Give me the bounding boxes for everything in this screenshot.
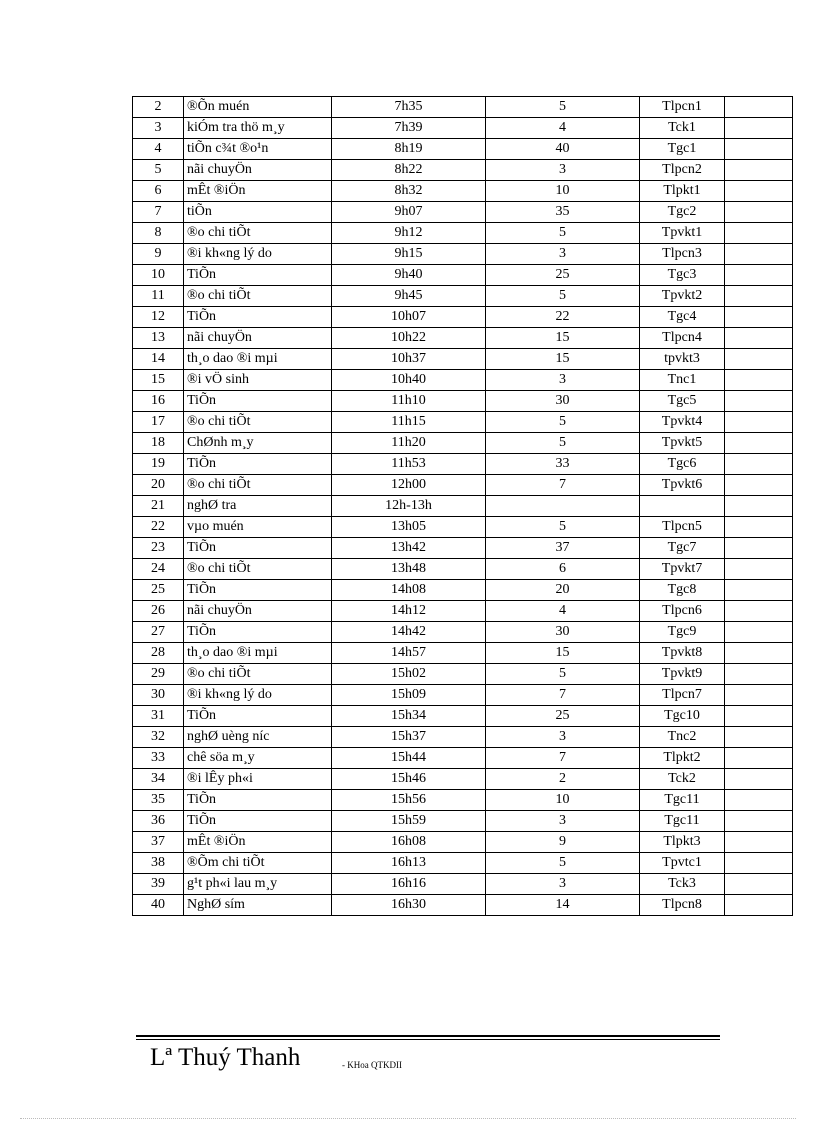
code-cell: Tgc6: [640, 454, 725, 475]
table-row: [133, 559, 793, 580]
activity-cell: ®o chi tiÕt: [184, 559, 332, 580]
table-row: [133, 790, 793, 811]
activity-cell: TiÕn: [184, 265, 332, 286]
code-cell: Tlpcn8: [640, 895, 725, 916]
code-cell: Tlpcn4: [640, 328, 725, 349]
row-number: 26: [133, 601, 184, 622]
code-cell: Tgc11: [640, 811, 725, 832]
time-cell: 15h59: [332, 811, 486, 832]
duration-cell: [486, 496, 640, 517]
activity-cell: mÊt ®iÖn: [184, 181, 332, 202]
note-cell: [725, 790, 793, 811]
table-row: [133, 685, 793, 706]
code-cell: Tgc9: [640, 622, 725, 643]
note-cell: [725, 874, 793, 895]
table-row: [133, 286, 793, 307]
time-cell: 11h15: [332, 412, 486, 433]
time-cell: 15h37: [332, 727, 486, 748]
duration-cell: 33: [486, 454, 640, 475]
note-cell: [725, 475, 793, 496]
duration-cell: 2: [486, 769, 640, 790]
activity-cell: ®i lÊy ph«i: [184, 769, 332, 790]
table-row: [133, 349, 793, 370]
time-cell: 10h40: [332, 370, 486, 391]
time-cell: 11h10: [332, 391, 486, 412]
table-row: [133, 412, 793, 433]
table-row: [133, 370, 793, 391]
row-number: 16: [133, 391, 184, 412]
duration-cell: 14: [486, 895, 640, 916]
duration-cell: 15: [486, 328, 640, 349]
activity-cell: TiÕn: [184, 706, 332, 727]
code-cell: Tlpcn5: [640, 517, 725, 538]
table-row: [133, 328, 793, 349]
code-cell: [640, 496, 725, 517]
table-row: [133, 118, 793, 139]
duration-cell: 5: [486, 412, 640, 433]
table-row: [133, 706, 793, 727]
time-cell: 9h12: [332, 223, 486, 244]
duration-cell: 5: [486, 664, 640, 685]
table-row: [133, 832, 793, 853]
code-cell: Tck3: [640, 874, 725, 895]
time-cell: 15h56: [332, 790, 486, 811]
time-cell: 10h22: [332, 328, 486, 349]
note-cell: [725, 307, 793, 328]
note-cell: [725, 643, 793, 664]
code-cell: Tpvkt5: [640, 433, 725, 454]
note-cell: [725, 811, 793, 832]
footer-author: Lª Thuý Thanh: [150, 1044, 301, 1071]
code-cell: Tpvkt8: [640, 643, 725, 664]
activity-cell: nãi chuyÖn: [184, 160, 332, 181]
table-row: [133, 202, 793, 223]
row-number: 36: [133, 811, 184, 832]
time-cell: 16h08: [332, 832, 486, 853]
note-cell: [725, 181, 793, 202]
activity-cell: ®o chi tiÕt: [184, 223, 332, 244]
note-cell: [725, 139, 793, 160]
row-number: 4: [133, 139, 184, 160]
row-number: 30: [133, 685, 184, 706]
activity-cell: kiÓm tra thö m¸y: [184, 118, 332, 139]
time-cell: 11h53: [332, 454, 486, 475]
time-cell: 16h16: [332, 874, 486, 895]
note-cell: [725, 160, 793, 181]
time-cell: 8h22: [332, 160, 486, 181]
activity-cell: TiÕn: [184, 790, 332, 811]
code-cell: Tpvkt7: [640, 559, 725, 580]
table-row: [133, 391, 793, 412]
duration-cell: 20: [486, 580, 640, 601]
table-row: [133, 181, 793, 202]
duration-cell: 3: [486, 811, 640, 832]
activity-cell: ®o chi tiÕt: [184, 664, 332, 685]
code-cell: Tck1: [640, 118, 725, 139]
activity-cell: nghØ tra: [184, 496, 332, 517]
duration-cell: 3: [486, 370, 640, 391]
time-cell: 13h48: [332, 559, 486, 580]
duration-cell: 7: [486, 748, 640, 769]
note-cell: [725, 685, 793, 706]
note-cell: [725, 286, 793, 307]
activity-cell: NghØ sím: [184, 895, 332, 916]
code-cell: Tpvkt1: [640, 223, 725, 244]
duration-cell: 3: [486, 160, 640, 181]
note-cell: [725, 706, 793, 727]
row-number: 23: [133, 538, 184, 559]
activity-cell: ChØnh m¸y: [184, 433, 332, 454]
note-cell: [725, 265, 793, 286]
activity-cell: nghØ uèng níc: [184, 727, 332, 748]
row-number: 31: [133, 706, 184, 727]
duration-cell: 5: [486, 223, 640, 244]
duration-cell: 30: [486, 391, 640, 412]
table-row: [133, 454, 793, 475]
activity-cell: ®Õm chi tiÕt: [184, 853, 332, 874]
duration-cell: 9: [486, 832, 640, 853]
time-cell: 8h19: [332, 139, 486, 160]
row-number: 13: [133, 328, 184, 349]
time-cell: 15h02: [332, 664, 486, 685]
footer-department: - KHoa QTKDII: [342, 1060, 402, 1070]
code-cell: Tgc8: [640, 580, 725, 601]
activity-cell: g¹t ph«i lau m¸y: [184, 874, 332, 895]
note-cell: [725, 433, 793, 454]
time-cell: 14h08: [332, 580, 486, 601]
row-number: 7: [133, 202, 184, 223]
code-cell: Tpvkt9: [640, 664, 725, 685]
table-row: [133, 223, 793, 244]
activity-cell: th¸o dao ®i mµi: [184, 349, 332, 370]
table-row: [133, 244, 793, 265]
row-number: 25: [133, 580, 184, 601]
time-cell: 14h42: [332, 622, 486, 643]
row-number: 2: [133, 97, 184, 118]
activity-cell: ®o chi tiÕt: [184, 475, 332, 496]
code-cell: Tlpkt3: [640, 832, 725, 853]
duration-cell: 37: [486, 538, 640, 559]
time-cell: 16h13: [332, 853, 486, 874]
row-number: 22: [133, 517, 184, 538]
time-cell: 15h09: [332, 685, 486, 706]
time-cell: 9h07: [332, 202, 486, 223]
table-row: [133, 874, 793, 895]
time-cell: 15h46: [332, 769, 486, 790]
row-number: 33: [133, 748, 184, 769]
table-row: [133, 664, 793, 685]
code-cell: Tlpkt2: [640, 748, 725, 769]
table-row: [133, 97, 793, 118]
code-cell: Tlpkt1: [640, 181, 725, 202]
row-number: 19: [133, 454, 184, 475]
row-number: 18: [133, 433, 184, 454]
code-cell: Tgc4: [640, 307, 725, 328]
time-cell: 7h35: [332, 97, 486, 118]
activity-cell: ®o chi tiÕt: [184, 286, 332, 307]
table-row: [133, 853, 793, 874]
page-bottom-edge: [20, 1118, 796, 1119]
row-number: 17: [133, 412, 184, 433]
activity-cell: vµo muén: [184, 517, 332, 538]
table-row: [133, 580, 793, 601]
note-cell: [725, 895, 793, 916]
activity-cell: TiÕn: [184, 538, 332, 559]
code-cell: Tgc11: [640, 790, 725, 811]
note-cell: [725, 454, 793, 475]
table-row: [133, 727, 793, 748]
note-cell: [725, 580, 793, 601]
time-cell: 15h34: [332, 706, 486, 727]
code-cell: Tgc7: [640, 538, 725, 559]
duration-cell: 30: [486, 622, 640, 643]
code-cell: Tlpcn6: [640, 601, 725, 622]
code-cell: Tgc3: [640, 265, 725, 286]
note-cell: [725, 496, 793, 517]
duration-cell: 25: [486, 265, 640, 286]
row-number: 29: [133, 664, 184, 685]
code-cell: tpvkt3: [640, 349, 725, 370]
duration-cell: 6: [486, 559, 640, 580]
note-cell: [725, 748, 793, 769]
row-number: 39: [133, 874, 184, 895]
note-cell: [725, 370, 793, 391]
code-cell: Tnc2: [640, 727, 725, 748]
note-cell: [725, 412, 793, 433]
time-cell: 15h44: [332, 748, 486, 769]
row-number: 10: [133, 265, 184, 286]
row-number: 38: [133, 853, 184, 874]
time-cell: 14h57: [332, 643, 486, 664]
row-number: 40: [133, 895, 184, 916]
activity-cell: TiÕn: [184, 391, 332, 412]
code-cell: Tck2: [640, 769, 725, 790]
time-cell: 8h32: [332, 181, 486, 202]
duration-cell: 25: [486, 706, 640, 727]
work-log-body: [133, 97, 793, 916]
time-cell: 12h-13h: [332, 496, 486, 517]
table-row: [133, 622, 793, 643]
code-cell: Tlpcn2: [640, 160, 725, 181]
activity-cell: nãi chuyÖn: [184, 328, 332, 349]
activity-cell: mÊt ®iÖn: [184, 832, 332, 853]
note-cell: [725, 622, 793, 643]
duration-cell: 7: [486, 475, 640, 496]
duration-cell: 10: [486, 181, 640, 202]
table-row: [133, 769, 793, 790]
activity-cell: TiÕn: [184, 307, 332, 328]
note-cell: [725, 517, 793, 538]
code-cell: Tpvkt4: [640, 412, 725, 433]
time-cell: 9h40: [332, 265, 486, 286]
table-row: [133, 496, 793, 517]
row-number: 12: [133, 307, 184, 328]
note-cell: [725, 559, 793, 580]
note-cell: [725, 391, 793, 412]
note-cell: [725, 853, 793, 874]
time-cell: 10h07: [332, 307, 486, 328]
activity-cell: tiÕn c¾t ®o¹n: [184, 139, 332, 160]
duration-cell: 7: [486, 685, 640, 706]
duration-cell: 40: [486, 139, 640, 160]
code-cell: Tnc1: [640, 370, 725, 391]
note-cell: [725, 328, 793, 349]
note-cell: [725, 349, 793, 370]
row-number: 37: [133, 832, 184, 853]
table-row: [133, 538, 793, 559]
table-row: [133, 895, 793, 916]
duration-cell: 3: [486, 874, 640, 895]
time-cell: 13h05: [332, 517, 486, 538]
duration-cell: 3: [486, 244, 640, 265]
note-cell: [725, 664, 793, 685]
note-cell: [725, 538, 793, 559]
note-cell: [725, 97, 793, 118]
activity-cell: tiÕn: [184, 202, 332, 223]
time-cell: 10h37: [332, 349, 486, 370]
note-cell: [725, 244, 793, 265]
time-cell: 9h45: [332, 286, 486, 307]
work-log-table: [132, 96, 793, 916]
row-number: 28: [133, 643, 184, 664]
table-row: [133, 643, 793, 664]
table-row: [133, 601, 793, 622]
row-number: 35: [133, 790, 184, 811]
code-cell: Tgc10: [640, 706, 725, 727]
activity-cell: TiÕn: [184, 811, 332, 832]
activity-cell: ®Õn muén: [184, 97, 332, 118]
duration-cell: 22: [486, 307, 640, 328]
duration-cell: 15: [486, 349, 640, 370]
row-number: 24: [133, 559, 184, 580]
activity-cell: ®i kh«ng lý do: [184, 244, 332, 265]
time-cell: 9h15: [332, 244, 486, 265]
code-cell: Tlpcn7: [640, 685, 725, 706]
row-number: 21: [133, 496, 184, 517]
table-row: [133, 475, 793, 496]
table-row: [133, 433, 793, 454]
duration-cell: 4: [486, 118, 640, 139]
row-number: 27: [133, 622, 184, 643]
duration-cell: 5: [486, 853, 640, 874]
table-row: [133, 160, 793, 181]
table-row: [133, 307, 793, 328]
duration-cell: 15: [486, 643, 640, 664]
time-cell: 12h00: [332, 475, 486, 496]
row-number: 5: [133, 160, 184, 181]
time-cell: 13h42: [332, 538, 486, 559]
code-cell: Tgc2: [640, 202, 725, 223]
footer-rule: [136, 1035, 720, 1040]
code-cell: Tlpcn1: [640, 97, 725, 118]
row-number: 9: [133, 244, 184, 265]
row-number: 32: [133, 727, 184, 748]
code-cell: Tpvkt2: [640, 286, 725, 307]
note-cell: [725, 832, 793, 853]
duration-cell: 5: [486, 286, 640, 307]
activity-cell: ®i kh«ng lý do: [184, 685, 332, 706]
duration-cell: 3: [486, 727, 640, 748]
note-cell: [725, 118, 793, 139]
row-number: 14: [133, 349, 184, 370]
duration-cell: 5: [486, 97, 640, 118]
duration-cell: 5: [486, 433, 640, 454]
note-cell: [725, 769, 793, 790]
row-number: 20: [133, 475, 184, 496]
code-cell: Tpvtc1: [640, 853, 725, 874]
duration-cell: 35: [486, 202, 640, 223]
note-cell: [725, 202, 793, 223]
time-cell: 16h30: [332, 895, 486, 916]
code-cell: Tlpcn3: [640, 244, 725, 265]
note-cell: [725, 601, 793, 622]
row-number: 34: [133, 769, 184, 790]
activity-cell: TiÕn: [184, 580, 332, 601]
time-cell: 14h12: [332, 601, 486, 622]
note-cell: [725, 727, 793, 748]
activity-cell: TiÕn: [184, 622, 332, 643]
table-row: [133, 811, 793, 832]
row-number: 15: [133, 370, 184, 391]
activity-cell: chê söa m¸y: [184, 748, 332, 769]
table-row: [133, 517, 793, 538]
time-cell: 7h39: [332, 118, 486, 139]
activity-cell: TiÕn: [184, 454, 332, 475]
time-cell: 11h20: [332, 433, 486, 454]
row-number: 3: [133, 118, 184, 139]
code-cell: Tgc1: [640, 139, 725, 160]
activity-cell: ®o chi tiÕt: [184, 412, 332, 433]
duration-cell: 5: [486, 517, 640, 538]
code-cell: Tgc5: [640, 391, 725, 412]
activity-cell: ®i vÖ sinh: [184, 370, 332, 391]
table-row: [133, 265, 793, 286]
table-row: [133, 748, 793, 769]
table-row: [133, 139, 793, 160]
row-number: 11: [133, 286, 184, 307]
activity-cell: th¸o dao ®i mµi: [184, 643, 332, 664]
code-cell: Tpvkt6: [640, 475, 725, 496]
activity-cell: nãi chuyÖn: [184, 601, 332, 622]
note-cell: [725, 223, 793, 244]
row-number: 6: [133, 181, 184, 202]
duration-cell: 4: [486, 601, 640, 622]
row-number: 8: [133, 223, 184, 244]
duration-cell: 10: [486, 790, 640, 811]
